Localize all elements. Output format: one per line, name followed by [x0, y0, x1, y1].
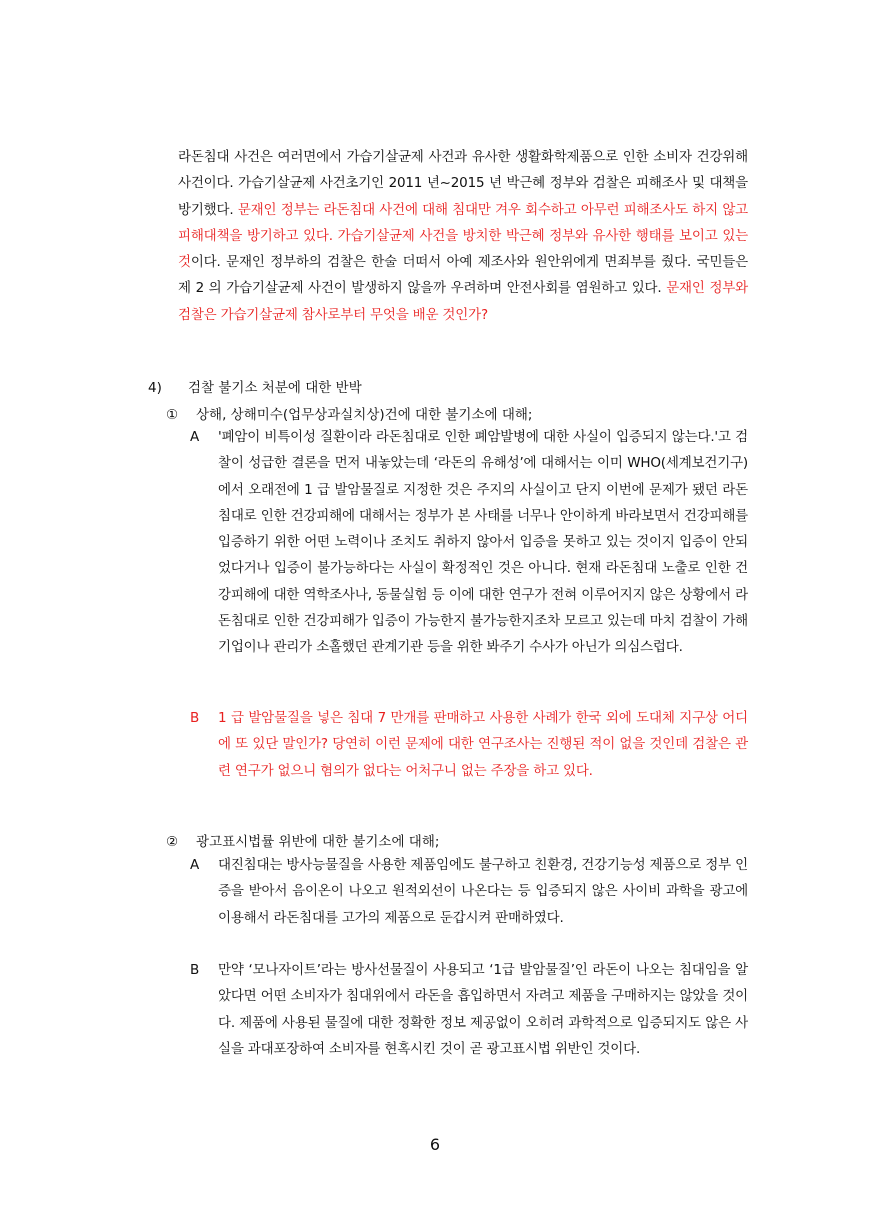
intro-text-1: 라돈침대 사건은 여러면에서 가습기살균제 사건과 유사한 생활화학제품으로 인한 소비자 건강위해 사건이다. 가습기살균제 사건초기인 2011 년~2015 년 박근혜 정부와 검찰은 피해조사 및 대책을 방기했다. [178, 149, 748, 218]
item-text: 1 급 발암물질을 넣은 침대 7 만개를 판매하고 사용한 사례가 한국 외에 도대체 지구상 어디에 또 있단 말인가? 당연히 이런 문제에 대한 연구조사는 진행된 적이 없을 것인데 검찰은 관련 연구가 없으니 혐의가 없다는 어처구니 없는 주장을 하고 있다. [218, 710, 748, 779]
subsection-1-heading [166, 405, 532, 425]
item-text: 대진침대는 방사능물질을 사용한 제품임에도 불구하고 친환경, 건강기능성 제품으로 정부 인증을 받아서 음이온이 나오고 원적외선이 나온다는 등 입증되지 않은 사이비 과학을 광고에 이용해서 라돈침대를 고가의 제품으로 둔갑시켜 판매하였다. [218, 857, 748, 926]
section-number: 4) [148, 380, 162, 396]
intro-paragraph [178, 144, 748, 328]
intro-emphasis-2: 문재인 정부와 검찰은 가습기살균제 참사로부터 무엇을 배운 것인가? [178, 280, 748, 323]
subsection-2-heading [166, 832, 439, 852]
subsection-1-item-b [190, 705, 748, 784]
section-heading [148, 378, 362, 398]
subsection-1-item-a [190, 424, 748, 661]
section-title: 검찰 불기소 처분에 대한 반박 [188, 380, 362, 396]
item-letter: B [190, 710, 200, 726]
intro-text-2: 이다. 문재인 정부하의 검찰은 한술 더떠서 아예 제조사와 원안위에게 면죄부를 줬다. 국민들은 제 2 의 가습기살균제 사건이 발생하지 않을까 우려하며 안전사회를 염원하고 있다. [178, 254, 748, 297]
intro-emphasis-1: 문재인 정부는 라돈침대 사건에 대해 침대만 겨우 회수하고 아무런 피해조사도 하지 않고 피해대책을 방기하고 있다. 가습기살균제 사건을 방치한 박근혜 정부와 유사한 행태를 보이고 있는 것 [178, 201, 748, 271]
subsection-2-item-b [190, 957, 748, 1062]
item-text: '폐암이 비특이성 질환이라 라돈침대로 인한 폐암발병에 대한 사실이 입증되지 않는다.'고 검찰이 성급한 결론을 먼저 내놓았는데 ‘라돈의 유해성’에 대해서는 이미 WHO(세계보건기구)에서 오래전에 1 급 발암물질로 지정한 것은 주지의 사실이고 단지 이번에 문제가 됐던 라돈침대로 인한 건강피해에 대해서는 정부가 본 사태를 너무나 안이하게 바라보면서 건강피해를 입증하기 위한 어떤 노력이나 조치도 취하지 않아서 입증을 못하고 있는 것이지 입증이 안되었다거나 입증이 불가능하다는 사실이 확정적인 것은 아니다. 현재 라돈침대 노출로 인한 건강피해에 대한 역학조사나, 동물실험 등 이에 대한 연구가 전혀 이루어지지 않은 상황에서 라돈침대로 인한 건강피해가 입증이 가능한지 불가능한지조차 모르고 있는데 마치 검찰이 가해기업이나 관리가 소홀했던 관계기관 등을 위한 봐주기 수사가 아닌가 의심스럽다. [218, 429, 748, 656]
subsection-1-mark: ① [166, 407, 179, 423]
subsection-1-title: 상해, 상해미수(업무상과실치상)건에 대한 불기소에 대해; [196, 407, 533, 423]
subsection-2-item-a [190, 852, 748, 931]
item-text: 만약 ‘모나자이트’라는 방사선물질이 사용되고 ‘1급 발암물질’인 라돈이 나오는 침대임을 알았다면 어떤 소비자가 침대위에서 라돈을 흡입하면서 자려고 제품을 구매하지는 않았을 것이다. 제품에 사용된 물질에 대한 정확한 정보 제공없이 오히려 과학적으로 입증되지도 않은 사실을 과대포장하여 소비자를 현혹시킨 것이 곧 광고표시법 위반인 것이다. [218, 962, 748, 1057]
item-letter: B [190, 962, 200, 978]
subsection-2-title: 광고표시법률 위반에 대한 불기소에 대해; [196, 834, 440, 850]
subsection-2-mark: ② [166, 834, 179, 850]
page-number: 6 [429, 1135, 441, 1154]
item-letter: A [190, 857, 200, 873]
item-letter: A [190, 429, 200, 445]
